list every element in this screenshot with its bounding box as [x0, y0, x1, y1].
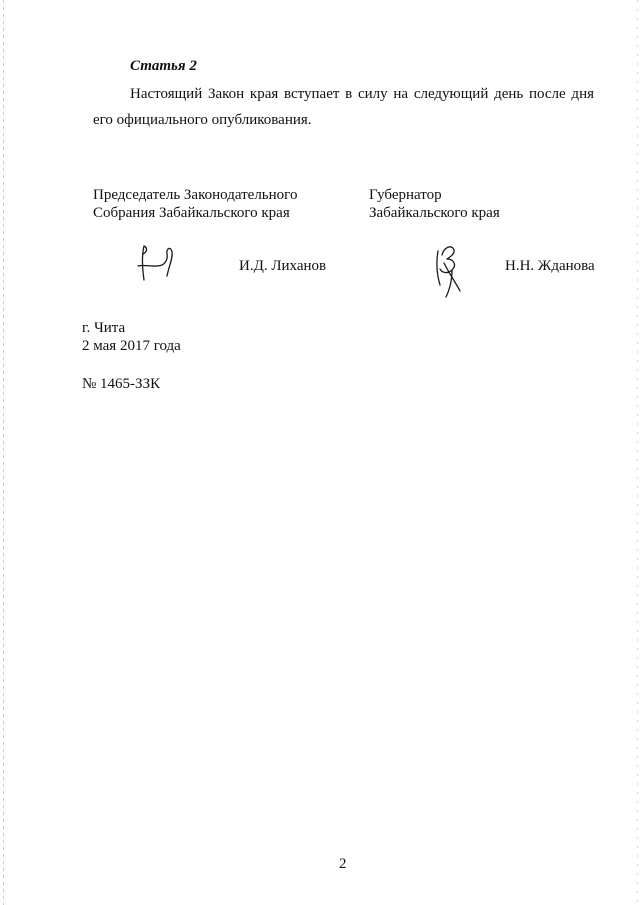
- left-signatory-title-line1: Председатель Законодательного: [93, 187, 298, 203]
- article-text-line1: Настоящий Закон края вступает в силу на следующий день после дня: [130, 86, 594, 102]
- left-signatory-name: И.Д. Лиханов: [239, 258, 327, 274]
- right-handwritten-signature: [430, 241, 468, 299]
- right-signatory-title-line2: Забайкальского края: [369, 205, 500, 221]
- signing-date: 2 мая 2017 года: [82, 338, 181, 354]
- scan-edge-right: [637, 0, 638, 905]
- right-signatory-title-line1: Губернатор: [369, 187, 442, 203]
- left-signatory-title-line2: Собрания Забайкальского края: [93, 205, 290, 221]
- right-signatory-name: Н.Н. Жданова: [505, 258, 595, 274]
- page-number: 2: [339, 856, 347, 872]
- article-heading: Статья 2: [130, 58, 197, 74]
- left-handwritten-signature: [134, 242, 180, 282]
- article-text-line2: его официального опубликования.: [93, 112, 312, 128]
- scan-edge-left: [3, 0, 4, 905]
- law-number: № 1465-ЗЗК: [82, 376, 161, 392]
- signing-place: г. Чита: [82, 320, 126, 336]
